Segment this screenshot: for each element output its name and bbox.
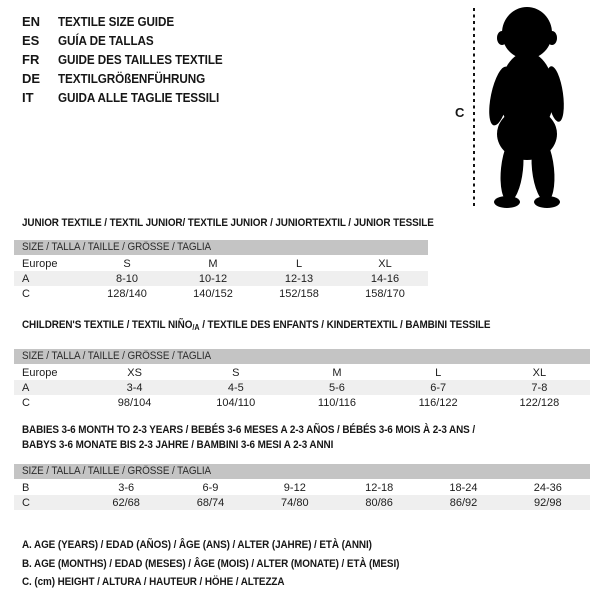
language-row: [22, 50, 241, 69]
language-title: GUIDA ALLE TAGLIE TESSILI: [58, 90, 220, 105]
size-value-cell: 152/158: [279, 287, 319, 300]
row-label: B: [22, 481, 30, 494]
size-value-cell: S: [232, 366, 240, 379]
table-row: [14, 495, 590, 510]
size-value-cell: 10-12: [198, 272, 228, 285]
row-label: A: [22, 272, 30, 285]
size-value-cell: 7-8: [531, 381, 548, 394]
table-row: [14, 271, 428, 286]
row-label: A: [22, 381, 30, 394]
size-value-cell: 3-6: [118, 481, 135, 494]
size-value-cell: M: [332, 366, 342, 379]
size-value-cell: 12-18: [365, 481, 394, 494]
row-label: C: [22, 496, 30, 509]
size-value-cell: 104/110: [216, 396, 256, 409]
section-title-junior: JUNIOR TEXTILE / TEXTIL JUNIOR/ TEXTILE JUNIOR / JUNIORTEXTIL / JUNIOR TESSILE: [22, 217, 434, 229]
size-table: [14, 365, 590, 410]
size-value-cell: 18-24: [449, 481, 478, 494]
section-title-babies: BABIES 3-6 MONTH TO 2-3 YEARS / BEBÉS 3-6 MESES A 2-3 AÑOS / BÉBÉS 3-6 MOIS À 2-3 ANS / BABYS 3-6 MONATE BIS 2-3 JAHRE / BAMBINI 3-6 MESI A 2-3 ANNI: [22, 424, 475, 451]
language-title: TEXTILGRÖßENFÜHRUNG: [58, 71, 206, 86]
size-value-cell: 4-5: [227, 381, 244, 394]
size-value-cell: 80/86: [365, 496, 393, 509]
size-value-cell: 86/92: [449, 496, 478, 509]
size-value-cell: 6-9: [202, 481, 219, 494]
language-code: EN: [22, 14, 41, 29]
table-row: [14, 480, 590, 495]
language-title-list: [22, 12, 241, 107]
row-label: Europe: [22, 366, 58, 379]
size-value-cell: 6-7: [430, 381, 447, 394]
size-value-cell: 74/80: [281, 496, 309, 509]
language-title: GUIDE DES TAILLES TEXTILE: [58, 52, 223, 67]
size-value-cell: XL: [532, 366, 547, 379]
size-value-cell: XL: [378, 257, 392, 270]
size-value-cell: L: [295, 257, 303, 270]
language-code: FR: [22, 52, 40, 67]
size-value-cell: 140/152: [193, 287, 233, 300]
size-value-cell: M: [208, 257, 218, 270]
language-code: IT: [22, 90, 34, 105]
size-value-cell: 122/128: [519, 396, 560, 409]
size-value-cell: 68/74: [196, 496, 225, 509]
size-value-cell: 98/104: [117, 396, 152, 409]
baby-silhouette: [452, 4, 582, 212]
size-header-bar: SIZE / TALLA / TAILLE / GRÖSSE / TAGLIA: [14, 464, 590, 479]
size-value-cell: L: [435, 366, 442, 379]
row-label: C: [22, 287, 30, 300]
size-table: [14, 256, 428, 301]
language-code: ES: [22, 33, 40, 48]
table-row: [14, 256, 428, 271]
size-value-cell: 62/68: [112, 496, 140, 509]
table-row: [14, 286, 428, 301]
size-value-cell: 3-4: [126, 381, 143, 394]
size-header-bar: SIZE / TALLA / TAILLE / GRÖSSE / TAGLIA: [14, 349, 590, 364]
children-size-table: [14, 349, 590, 410]
row-label: Europe: [22, 257, 58, 270]
language-row: [22, 31, 241, 50]
size-value-cell: 12-13: [284, 272, 314, 285]
footnote-line: C. (cm) HEIGHT / ALTURA / HAUTEUR / HÖHE / ALTEZZA: [22, 576, 285, 588]
size-table: [14, 480, 590, 510]
nino-a-subscript: /A: [192, 323, 200, 332]
section-title-children: CHILDREN'S TEXTILE / TEXTIL $NIÑO_{/A}$ / TEXTILE DES ENFANTS / KINDERTEXTIL / BAMBINI TESSILE: [22, 319, 491, 332]
size-value-cell: S: [123, 257, 131, 270]
size-value-cell: 24-36: [533, 481, 562, 494]
size-value-cell: 110/116: [317, 396, 357, 409]
table-row: [14, 365, 590, 380]
size-value-cell: 8-10: [115, 272, 139, 285]
language-row: [22, 88, 241, 107]
language-code: DE: [22, 71, 41, 86]
size-value-cell: 5-6: [329, 381, 345, 394]
language-row: [22, 12, 241, 31]
footnote-line: A. AGE (YEARS) / EDAD (AÑOS) / ÂGE (ANS) / ALTER (JAHRE) / ETÀ (ANNI): [22, 539, 372, 551]
language-row: [22, 69, 241, 88]
language-title: GUÍA DE TALLAS: [58, 33, 154, 48]
size-value-cell: 9-12: [283, 481, 306, 494]
footnote-line: B. AGE (MONTHS) / EDAD (MESES) / ÂGE (MOIS) / ALTER (MONATE) / ETÀ (MESI): [22, 557, 400, 570]
table-row: [14, 395, 590, 410]
language-title: TEXTILE SIZE GUIDE: [58, 14, 175, 29]
size-value-cell: 92/98: [534, 496, 562, 509]
table-row: [14, 380, 590, 395]
size-value-cell: XS: [127, 366, 142, 379]
row-label: C: [22, 396, 30, 409]
size-value-cell: 158/170: [365, 287, 405, 300]
size-header-bar: SIZE / TALLA / TAILLE / GRÖSSE / TAGLIA: [14, 240, 428, 255]
legend-footnotes: [22, 536, 441, 592]
size-value-cell: 116/122: [418, 396, 458, 409]
junior-size-table: [14, 240, 428, 301]
size-value-cell: 14-16: [370, 272, 400, 285]
height-measure-label: C: [455, 105, 465, 120]
size-value-cell: 128/140: [107, 287, 147, 300]
babies-size-table: [14, 464, 590, 510]
